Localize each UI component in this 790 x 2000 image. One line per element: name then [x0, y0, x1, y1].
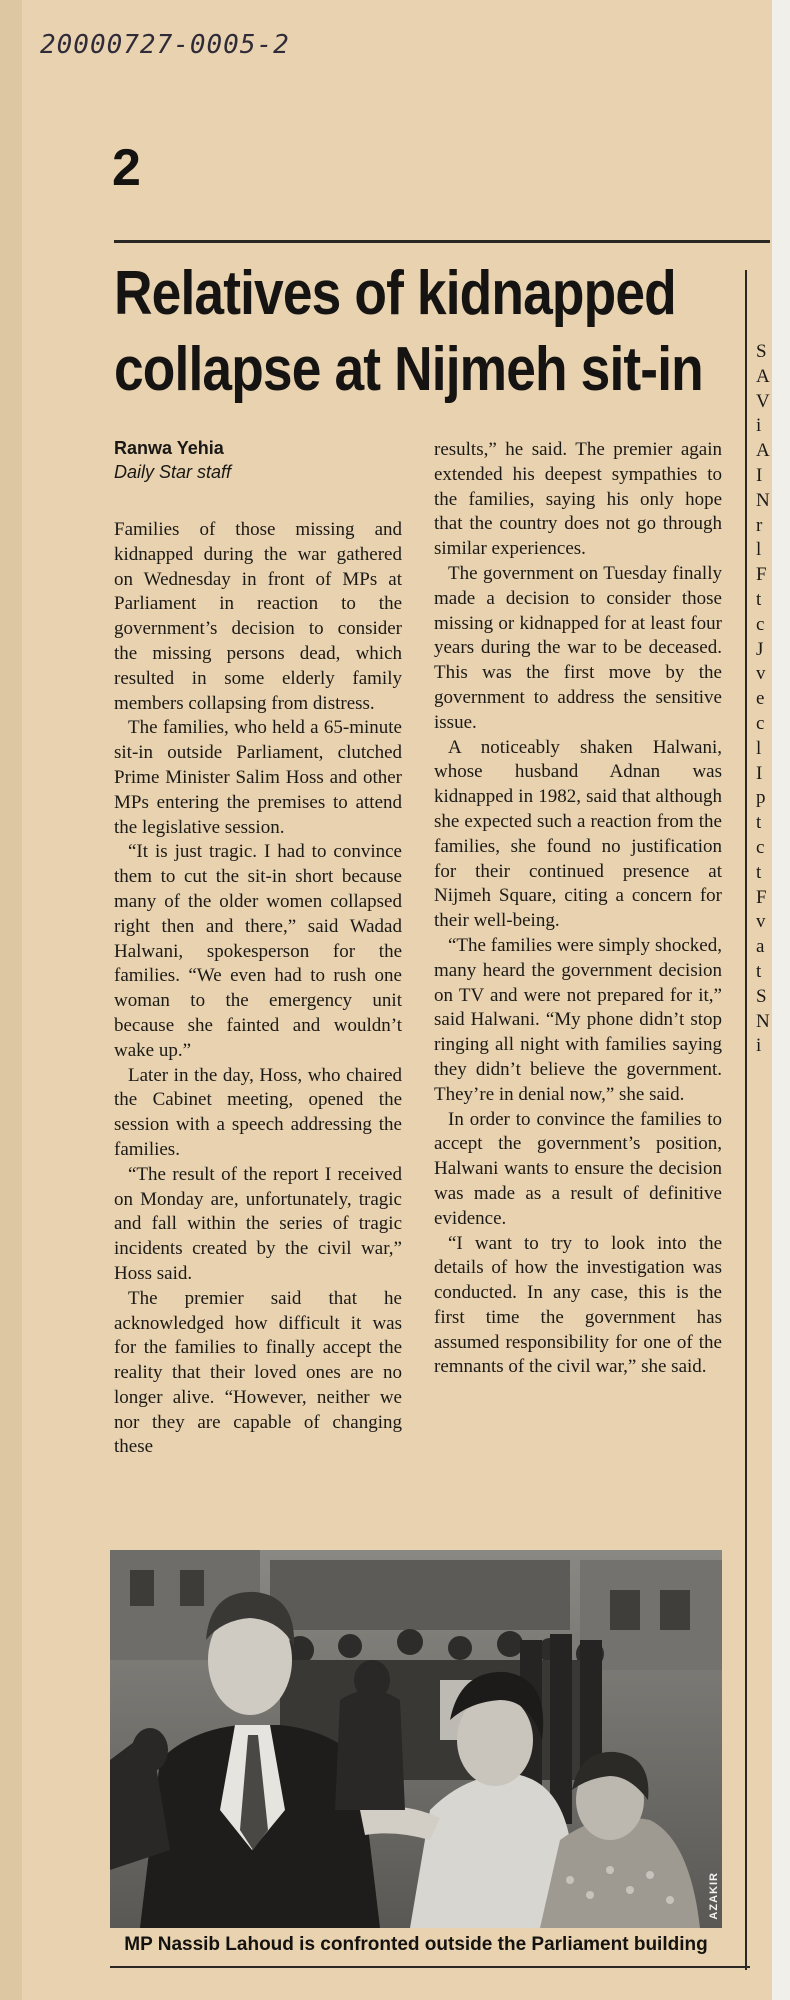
paragraph: Later in the day, Hoss, who chaired the Cabinet meeting, opened the session with a speech addressing the families.: [114, 1064, 402, 1160]
news-photo: [110, 1550, 722, 1928]
bottom-rule: [110, 1966, 750, 1968]
adjacent-fragment-letter: l: [756, 539, 762, 561]
paragraph: “It is just tragic. I had to convince them to cut the sit-in short because many of the older women collapsed right then and there,” said Wadad Halwani, spokesperson for the families. “We even had to rush one woman to the emergency unit because she fainted and wouldn’t wake up.”: [114, 841, 402, 1061]
article-column-1: [114, 518, 402, 1460]
adjacent-fragment-letter: i: [756, 415, 762, 437]
paragraph: “The result of the report I received on Monday are, unfortunately, tragic and fall within the series of tragic incidents created by the civil war,” Hoss said.: [114, 1163, 402, 1284]
photo-credit: AZAKIR: [708, 1872, 720, 1920]
adjacent-fragment-letter: S: [756, 985, 767, 1007]
paragraph: “The families were simply shocked, many heard the government decision on TV and were not prepared for it,” said Halwani. “My phone didn’t stop ringing all night with families saying they didn’t believe the government. They’re in denial now,” she said.: [434, 934, 722, 1105]
adjacent-fragment-letter: N: [756, 1010, 770, 1032]
adjacent-fragment-letter: F: [756, 564, 767, 586]
scan-background-edge: [772, 0, 790, 2000]
photo-caption: MP Nassib Lahoud is confronted outside the Parliament building: [124, 1934, 708, 1955]
adjacent-fragment-letter: t: [756, 812, 762, 834]
adjacent-fragment-letter: t: [756, 861, 762, 883]
adjacent-fragment-letter: p: [756, 787, 766, 809]
adjacent-fragment-letter: c: [756, 613, 765, 635]
paragraph: In order to convince the families to accept the government’s position, Halwani wants to ensure the decision was made as a result of definitive evidence.: [434, 1108, 722, 1229]
paragraph: A noticeably shaken Halwani, whose husband Adnan was kidnapped in 1982, said that although she expected such a reaction from the families, she found no justification for their continued presence at Nijmeh Square, citing a concern for their well-being.: [434, 736, 722, 932]
adjacent-fragment-letter: c: [756, 836, 765, 858]
top-rule: [114, 240, 770, 243]
byline-author: Ranwa Yehia: [114, 438, 224, 458]
adjacent-fragment-letter: i: [756, 1035, 762, 1057]
photo-image: [110, 1550, 722, 1928]
page-number: 2: [112, 139, 141, 197]
adjacent-fragment-letter: e: [756, 688, 765, 710]
adjacent-fragment-letter: A: [756, 365, 770, 387]
scan-margin: [0, 0, 22, 2000]
handwritten-archive-id: 20000727-0005-2: [40, 30, 290, 60]
adjacent-fragment-letter: l: [756, 737, 762, 759]
adjacent-fragment-letter: c: [756, 712, 765, 734]
headline: [114, 256, 703, 408]
adjacent-fragment-letter: J: [756, 638, 764, 660]
adjacent-fragment-letter: V: [756, 390, 770, 412]
paragraph: results,” he said. The premier again extended his deepest sympathies to the families, saying his only hope that the country does not go through similar experiences.: [434, 439, 722, 560]
adjacent-article-fragment: [756, 340, 770, 1059]
adjacent-fragment-letter: t: [756, 588, 762, 610]
headline-line-2: collapse at Nijmeh sit-in: [114, 335, 703, 404]
adjacent-fragment-letter: I: [756, 464, 763, 486]
paragraph: The families, who held a 65-minute sit-in outside Parliament, clutched Prime Minister Salim Hoss and other MPs entering the premises to attend the legislative session.: [114, 717, 402, 838]
adjacent-fragment-letter: t: [756, 960, 762, 982]
adjacent-fragment-letter: a: [756, 936, 765, 958]
paragraph: “I want to try to look into the details of how the investigation was conducted. In any case, this is the first time the government has assumed responsibility for one of the remnants of the civil war,” she said.: [434, 1232, 722, 1378]
adjacent-fragment-letter: N: [756, 489, 770, 511]
adjacent-fragment-letter: v: [756, 663, 766, 685]
paragraph: The premier said that he acknowledged how difficult it was for the families to finally accept the reality that their loved ones are no longer alive. “However, neither we nor they are capable of changing these: [114, 1287, 402, 1458]
adjacent-fragment-letter: S: [756, 341, 767, 362]
adjacent-fragment-letter: F: [756, 886, 767, 908]
column-divider-rule: [745, 270, 747, 1970]
adjacent-fragment-letter: v: [756, 911, 766, 933]
paragraph: Families of those missing and kidnapped during the war gathered on Wednesday in front of MPs at Parliament in reaction to the government’s decision to consider the missing persons dead, which resulted in some elderly family members collapsing from distress.: [114, 519, 402, 714]
adjacent-fragment-letter: r: [756, 514, 763, 536]
byline-role: Daily Star staff: [114, 462, 232, 482]
adjacent-fragment-letter: A: [756, 440, 770, 462]
headline-line-1: Relatives of kidnapped: [114, 259, 676, 328]
adjacent-fragment-letter: I: [756, 762, 763, 784]
article-column-2: [434, 438, 722, 1380]
paragraph: The government on Tuesday finally made a decision to consider those missing or kidnapped for at least four years during the war to be deceased. This was the first move by the government to address the sensitive issue.: [434, 562, 722, 733]
